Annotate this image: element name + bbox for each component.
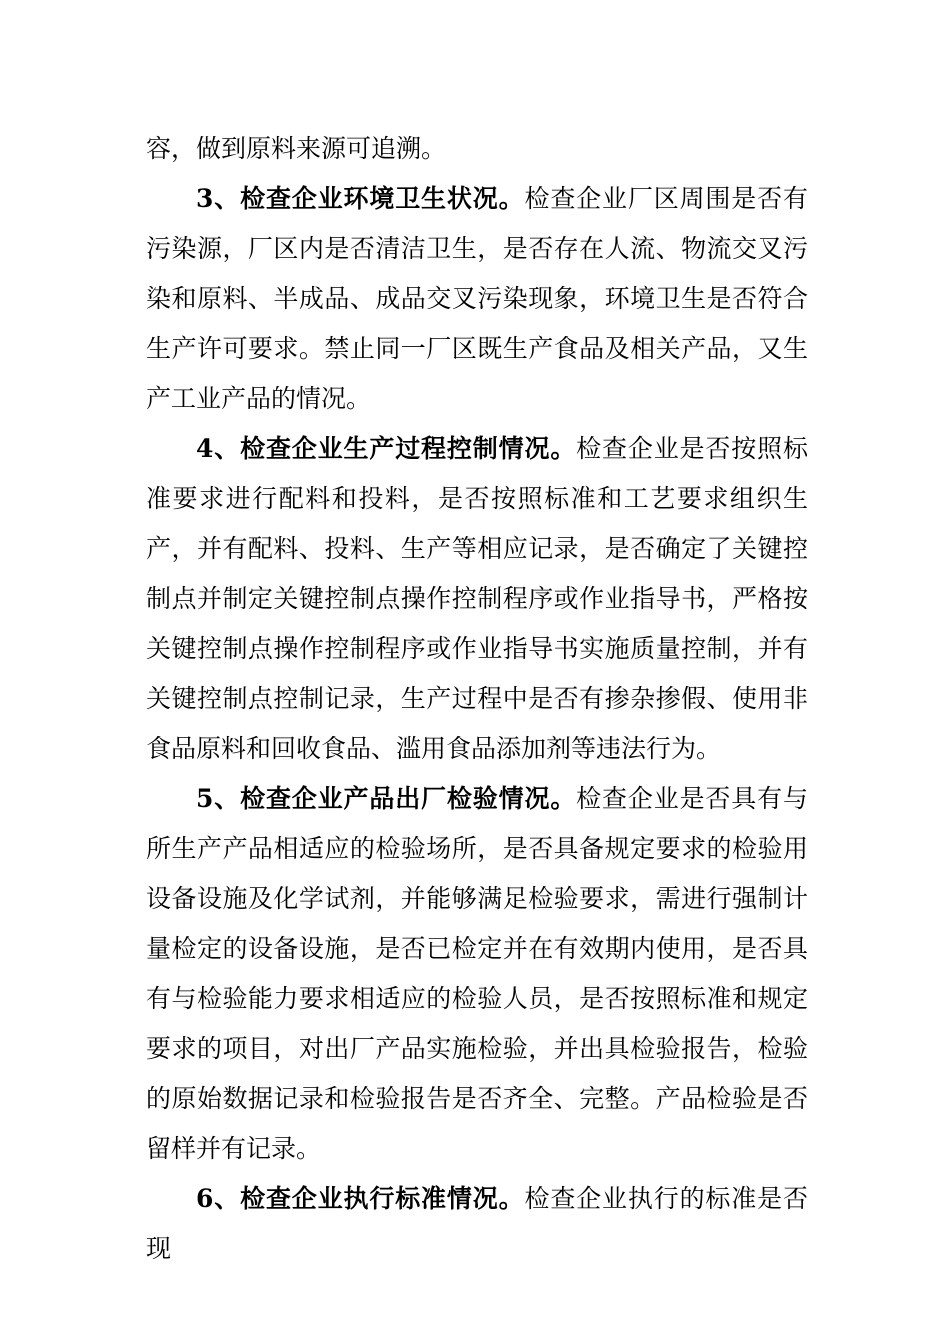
paragraph-text: 检查企业是否按照标准要求进行配料和投料，是否按照标准和工艺要求组织生产，并有配料、投料、生产等相应记录，是否确定了关键控制点并制定关键控制点操作控制程序或作业指导书，严格按关键控制点操作控制程序或作业指导书实施质量控制，并有关键控制点控制记录，生产过程中是否有掺杂掺假、使用非食品原料和回收食品、滥用食品添加剂等违法行为。 bbox=[146, 434, 808, 763]
paragraph-production-control bbox=[146, 424, 808, 774]
paragraph-heading: 6、检查企业执行标准情况。 bbox=[196, 1184, 525, 1213]
paragraph-standards bbox=[146, 1174, 808, 1274]
paragraph-text: 检查企业是否具有与所生产产品相适应的检验场所，是否具备规定要求的检验用设备设施及化学试剂，并能够满足检验要求，需进行强制计量检定的设备设施，是否已检定并在有效期内使用，是否具有与检验能力要求相适应的检验人员，是否按照标准和规定要求的项目，对出厂产品实施检验，并出具检验报告，检验的原始数据记录和检验报告是否齐全、完整。产品检验是否留样并有记录。 bbox=[146, 784, 808, 1163]
document-body bbox=[146, 124, 808, 1274]
paragraph-heading: 5、检查企业产品出厂检验情况。 bbox=[196, 784, 577, 813]
paragraph-heading: 4、检查企业生产过程控制情况。 bbox=[196, 434, 577, 463]
paragraph-text: 检查企业厂区周围是否有污染源，厂区内是否清洁卫生，是否存在人流、物流交叉污染和原料、半成品、成品交叉污染现象，环境卫生是否符合生产许可要求。禁止同一厂区既生产食品及相关产品，又生产工业产品的情况。 bbox=[146, 184, 808, 413]
paragraph-heading: 3、检查企业环境卫生状况。 bbox=[196, 184, 525, 213]
paragraph-environment-hygiene bbox=[146, 174, 808, 424]
paragraph-text: 容，做到原料来源可追溯。 bbox=[146, 134, 447, 163]
paragraph-continuation bbox=[146, 124, 808, 174]
paragraph-text: 检查企业执行的标准是否现 bbox=[146, 1184, 808, 1263]
paragraph-factory-inspection bbox=[146, 774, 808, 1174]
